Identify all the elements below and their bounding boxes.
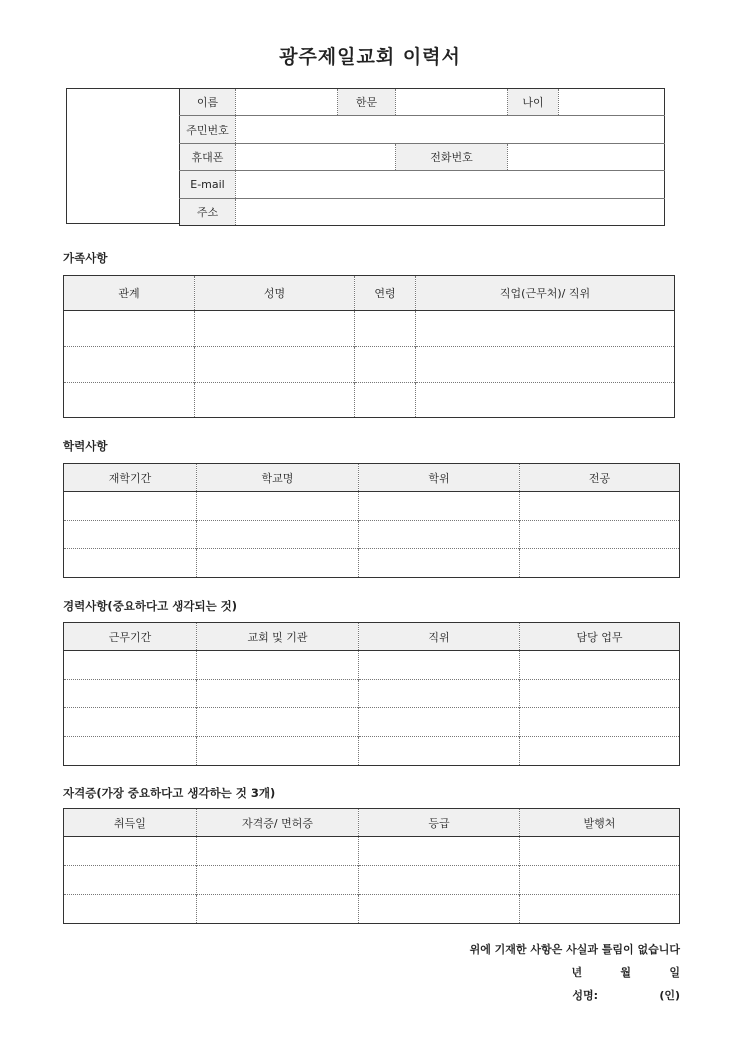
- table-cell[interactable]: [520, 549, 680, 578]
- declaration-date-line: 년 월 일: [571, 966, 680, 979]
- table-cell[interactable]: [355, 346, 416, 382]
- age-label: 나이: [508, 89, 559, 116]
- id-number-field[interactable]: [236, 116, 665, 144]
- certificates-table: [63, 808, 680, 924]
- page-title: 광주제일교회 이력서: [279, 46, 461, 68]
- table-cell[interactable]: [520, 492, 680, 521]
- table-cell[interactable]: [195, 310, 355, 346]
- table-cell[interactable]: [64, 346, 195, 382]
- name-label: 이름: [180, 89, 236, 116]
- phone-field[interactable]: [508, 144, 665, 171]
- table-cell[interactable]: [359, 837, 520, 866]
- table-cell[interactable]: [355, 383, 416, 418]
- id-number-label: 주민번호: [180, 116, 236, 144]
- email-label: E-mail: [180, 171, 236, 199]
- table-cell[interactable]: [197, 708, 359, 737]
- table-cell[interactable]: [520, 521, 680, 549]
- career-section-title: 경력사항(중요하다고 생각되는 것): [63, 599, 238, 613]
- family-header-name: 성명: [195, 276, 355, 311]
- education-table: [63, 463, 680, 578]
- hanja-label: 한문: [338, 89, 396, 116]
- certificates-header-grade: 등급: [359, 809, 520, 837]
- table-cell[interactable]: [197, 737, 359, 766]
- table-cell[interactable]: [197, 895, 359, 924]
- table-cell[interactable]: [520, 895, 680, 924]
- table-cell[interactable]: [359, 895, 520, 924]
- table-cell[interactable]: [355, 310, 416, 346]
- education-header-period: 재학기간: [64, 464, 197, 492]
- table-cell[interactable]: [197, 651, 359, 680]
- certificates-header-date: 취득일: [64, 809, 197, 837]
- table-cell[interactable]: [520, 737, 680, 766]
- table-cell[interactable]: [64, 895, 197, 924]
- table-cell[interactable]: [359, 492, 520, 521]
- table-cell[interactable]: [197, 837, 359, 866]
- table-cell[interactable]: [359, 737, 520, 766]
- career-header-organization: 교회 및 기관: [197, 623, 359, 651]
- table-cell[interactable]: [64, 549, 197, 578]
- education-section-title: 학력사항: [63, 439, 108, 453]
- table-cell[interactable]: [64, 521, 197, 549]
- table-cell[interactable]: [64, 680, 197, 708]
- mobile-field[interactable]: [236, 144, 396, 171]
- certificates-header-issuer: 발행처: [520, 809, 680, 837]
- table-cell[interactable]: [520, 837, 680, 866]
- certificates-header-license: 자격증/ 면허증: [197, 809, 359, 837]
- table-cell[interactable]: [197, 549, 359, 578]
- table-cell[interactable]: [520, 680, 680, 708]
- table-cell[interactable]: [416, 310, 675, 346]
- declaration-signature-line: 성명: (인): [572, 989, 680, 1002]
- table-cell[interactable]: [195, 383, 355, 418]
- table-cell[interactable]: [64, 492, 197, 521]
- education-header-school: 학교명: [197, 464, 359, 492]
- career-table: [63, 622, 680, 766]
- mobile-label: 휴대폰: [180, 144, 236, 171]
- table-cell[interactable]: [520, 866, 680, 895]
- address-field[interactable]: [236, 199, 665, 226]
- table-cell[interactable]: [416, 383, 675, 418]
- age-field[interactable]: [559, 89, 665, 116]
- table-cell[interactable]: [520, 708, 680, 737]
- family-header-relation: 관계: [64, 276, 195, 311]
- table-cell[interactable]: [359, 680, 520, 708]
- table-cell[interactable]: [359, 521, 520, 549]
- family-header-job: 직업(근무처)/ 직위: [416, 276, 675, 311]
- table-cell[interactable]: [359, 549, 520, 578]
- education-header-major: 전공: [520, 464, 680, 492]
- phone-label: 전화번호: [396, 144, 508, 171]
- family-table: [63, 275, 675, 418]
- table-cell[interactable]: [195, 346, 355, 382]
- table-cell[interactable]: [64, 310, 195, 346]
- table-cell[interactable]: [197, 866, 359, 895]
- table-cell[interactable]: [359, 651, 520, 680]
- table-cell[interactable]: [416, 346, 675, 382]
- table-cell[interactable]: [520, 651, 680, 680]
- table-cell[interactable]: [359, 708, 520, 737]
- career-header-duties: 담당 업무: [520, 623, 680, 651]
- table-cell[interactable]: [64, 737, 197, 766]
- table-cell[interactable]: [64, 383, 195, 418]
- table-cell[interactable]: [64, 837, 197, 866]
- family-header-age: 연령: [355, 276, 416, 311]
- address-label: 주소: [180, 199, 236, 226]
- declaration-statement: 위에 기재한 사항은 사실과 틀림이 없습니다: [469, 943, 680, 956]
- photo-box[interactable]: [66, 88, 179, 224]
- table-cell[interactable]: [359, 866, 520, 895]
- personal-info-table: [179, 88, 665, 226]
- family-section-title: 가족사항: [63, 251, 108, 265]
- career-header-period: 근무기간: [64, 623, 197, 651]
- email-field[interactable]: [236, 171, 665, 199]
- table-cell[interactable]: [197, 492, 359, 521]
- table-cell[interactable]: [64, 866, 197, 895]
- certificates-section-title: 자격증(가장 중요하다고 생각하는 것 3개): [63, 786, 276, 800]
- career-header-position: 직위: [359, 623, 520, 651]
- education-header-degree: 학위: [359, 464, 520, 492]
- table-cell[interactable]: [197, 680, 359, 708]
- name-field[interactable]: [236, 89, 338, 116]
- table-cell[interactable]: [64, 708, 197, 737]
- table-cell[interactable]: [64, 651, 197, 680]
- table-cell[interactable]: [197, 521, 359, 549]
- hanja-field[interactable]: [396, 89, 508, 116]
